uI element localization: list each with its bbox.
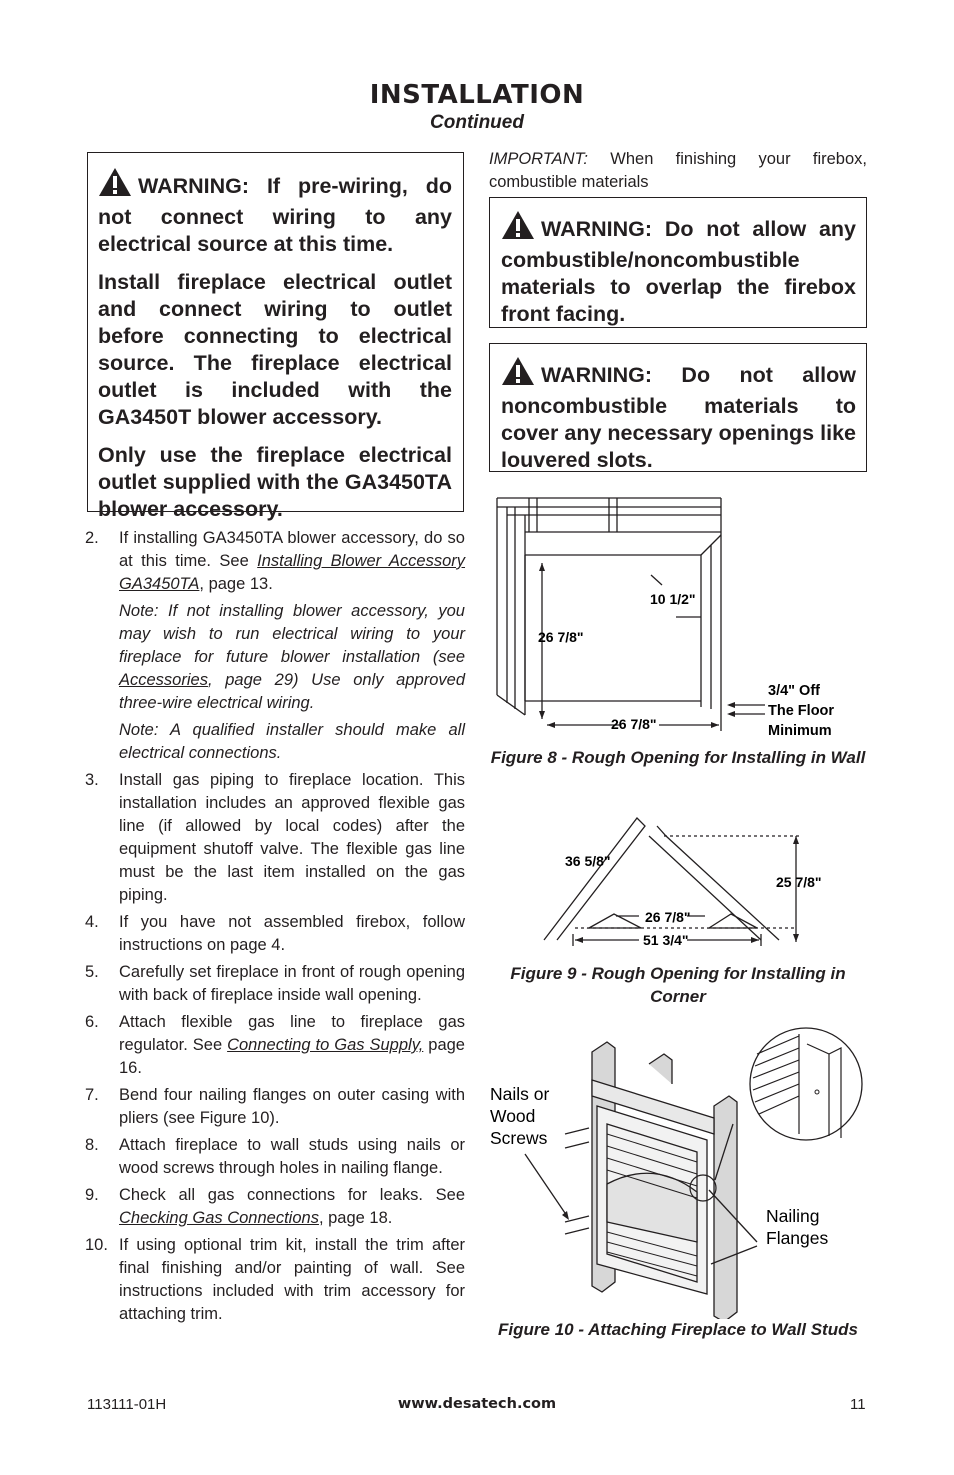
step-number: 3. [85, 771, 99, 789]
step-note: Note: A qualified installer should make all electrical connections. [119, 721, 465, 762]
warning-text: WARNING: Do not allow any combustible/noncombustible materials to overlap the firebox front facing. [501, 217, 856, 326]
nails-label: Nails or [490, 1084, 550, 1104]
dim-inner-label: 26 7/8" [645, 909, 691, 925]
important-label: IMPORTANT: [489, 150, 588, 168]
step-text: If you have not assembled firebox, follow instructions on page 4. [119, 913, 465, 954]
list-item [85, 769, 465, 907]
step-text: If using optional trim kit, install the trim after final finishing and/or painting of wall. See instructions included with trim accessory for attaching trim. [119, 1236, 465, 1323]
link-accessories[interactable]: Accessories [119, 671, 208, 689]
list-item [85, 1184, 465, 1230]
step-text: Attach flexible gas line to fireplace gas regulator. See [119, 1013, 465, 1054]
website-link[interactable]: www.desatech.com [397, 1396, 557, 1412]
dim-depth-label: 10 1/2" [650, 591, 696, 607]
list-item [85, 527, 465, 765]
step-number: 4. [85, 913, 99, 931]
figure-10-attaching-fireplace [489, 1024, 867, 1319]
warning-icon [501, 356, 535, 393]
figure-8-caption: Figure 8 - Rough Opening for Installing in Wall [490, 748, 866, 767]
step-text: If installing GA3450TA blower accessory, do so at this time. See [119, 529, 465, 570]
off-floor-label: Minimum [768, 723, 832, 739]
warning-paragraph: Only use the fireplace electrical outlet supplied with the GA3450TA blower accessory. [98, 443, 452, 521]
warning-paragraph: Install fireplace electrical outlet and connect wiring to outlet before connecting to electrical source. The fireplace electrical outlet is included with the GA3450T blower accessory. [98, 270, 452, 429]
figure-9-caption: Figure 9 - Rough Opening for Installing in Corner [510, 964, 846, 1006]
step-number: 8. [85, 1136, 99, 1154]
dim-height-label: 26 7/8" [538, 629, 584, 645]
warning-icon [98, 167, 132, 204]
step-number: 7. [85, 1086, 99, 1104]
step-note [119, 600, 465, 715]
warning-paragraph [98, 167, 452, 258]
list-item [85, 1234, 465, 1326]
step-text: Attach fireplace to wall studs using nails or wood screws through holes in nailing flange. [119, 1136, 465, 1177]
list-item [85, 1134, 465, 1180]
figure-10-caption: Figure 10 - Attaching Fireplace to Wall Studs [498, 1320, 858, 1339]
figure-8-rough-opening-wall [489, 495, 867, 745]
step-number: 6. [85, 1013, 99, 1031]
step-text: Bend four nailing flanges on outer casing with pliers (see Figure 10). [119, 1086, 465, 1127]
nails-label: Screws [490, 1128, 548, 1148]
list-item [85, 1084, 465, 1130]
step-body [119, 1011, 465, 1080]
link-installing-blower[interactable]: Installing Blower Accessory GA3450TA [119, 552, 466, 593]
step-number: 10. [85, 1236, 108, 1254]
link-connecting-gas[interactable]: Connecting to Gas Supply, [227, 1036, 424, 1054]
warning-paragraph [501, 210, 856, 328]
warning-paragraph [501, 356, 856, 474]
warning-box-prewiring [87, 152, 464, 521]
step-text: Check all gas connections for leaks. See [119, 1186, 465, 1204]
list-item [85, 961, 465, 1007]
dim-total-label: 51 3/4" [643, 932, 689, 948]
step-number: 5. [85, 963, 99, 981]
page-title: INSTALLATION [369, 80, 585, 110]
note-text: , page 29) Use only approved three-wire electrical wiring. [119, 671, 465, 712]
important-text: When finishing your firebox, combustible materials [489, 150, 867, 191]
off-floor-label: The Floor [768, 703, 835, 719]
warning-box-overlap [489, 197, 867, 328]
flanges-label: Nailing [766, 1206, 820, 1226]
step-text: Install gas piping to fireplace location. This installation includes an approved flexible gas line (if allowed by local codes) after the equipment shutoff valve. The flexible gas line must be the last item installed on the gas piping. [119, 771, 465, 904]
dim-width-label: 26 7/8" [611, 716, 657, 732]
step-text: Carefully set fireplace in front of rough opening with back of fireplace inside wall opening. [119, 963, 465, 1004]
list-item [85, 1011, 465, 1080]
off-floor-label: 3/4" Off [768, 683, 820, 699]
installation-steps [85, 527, 465, 1330]
step-body [119, 1184, 465, 1230]
step-number: 9. [85, 1186, 99, 1204]
flanges-label: Flanges [766, 1228, 829, 1248]
nails-label: Wood [490, 1106, 536, 1126]
note-text: Note: If not installing blower accessory, you may wish to run electrical wiring to your fireplace for future blower installation (see [119, 602, 465, 666]
dim-depth-label: 25 7/8" [776, 874, 822, 890]
step-text: , page 13. [199, 575, 273, 593]
important-note [489, 148, 867, 194]
step-number: 2. [85, 529, 99, 547]
dim-side-label: 36 5/8" [565, 853, 611, 869]
step-text: , page 18. [318, 1209, 393, 1227]
warning-text: WARNING: Do not allow noncombustible materials to cover any necessary openings like louvered slots. [501, 363, 856, 472]
step-text: page 16. [119, 1036, 465, 1077]
warning-box-openings [489, 343, 867, 472]
warning-icon [501, 210, 535, 247]
figure-9-rough-opening-corner [489, 806, 867, 956]
page-subtitle: Continued [430, 112, 524, 133]
doc-number: 113111-01H [87, 1396, 167, 1413]
list-item [85, 911, 465, 957]
page-number: 11 [850, 1396, 866, 1413]
step-body [119, 527, 465, 765]
link-checking-gas[interactable]: Checking Gas Connections [119, 1209, 319, 1227]
warning-text: WARNING: If pre-wiring, do not connect wiring to any electrical source at this time. [98, 174, 452, 256]
